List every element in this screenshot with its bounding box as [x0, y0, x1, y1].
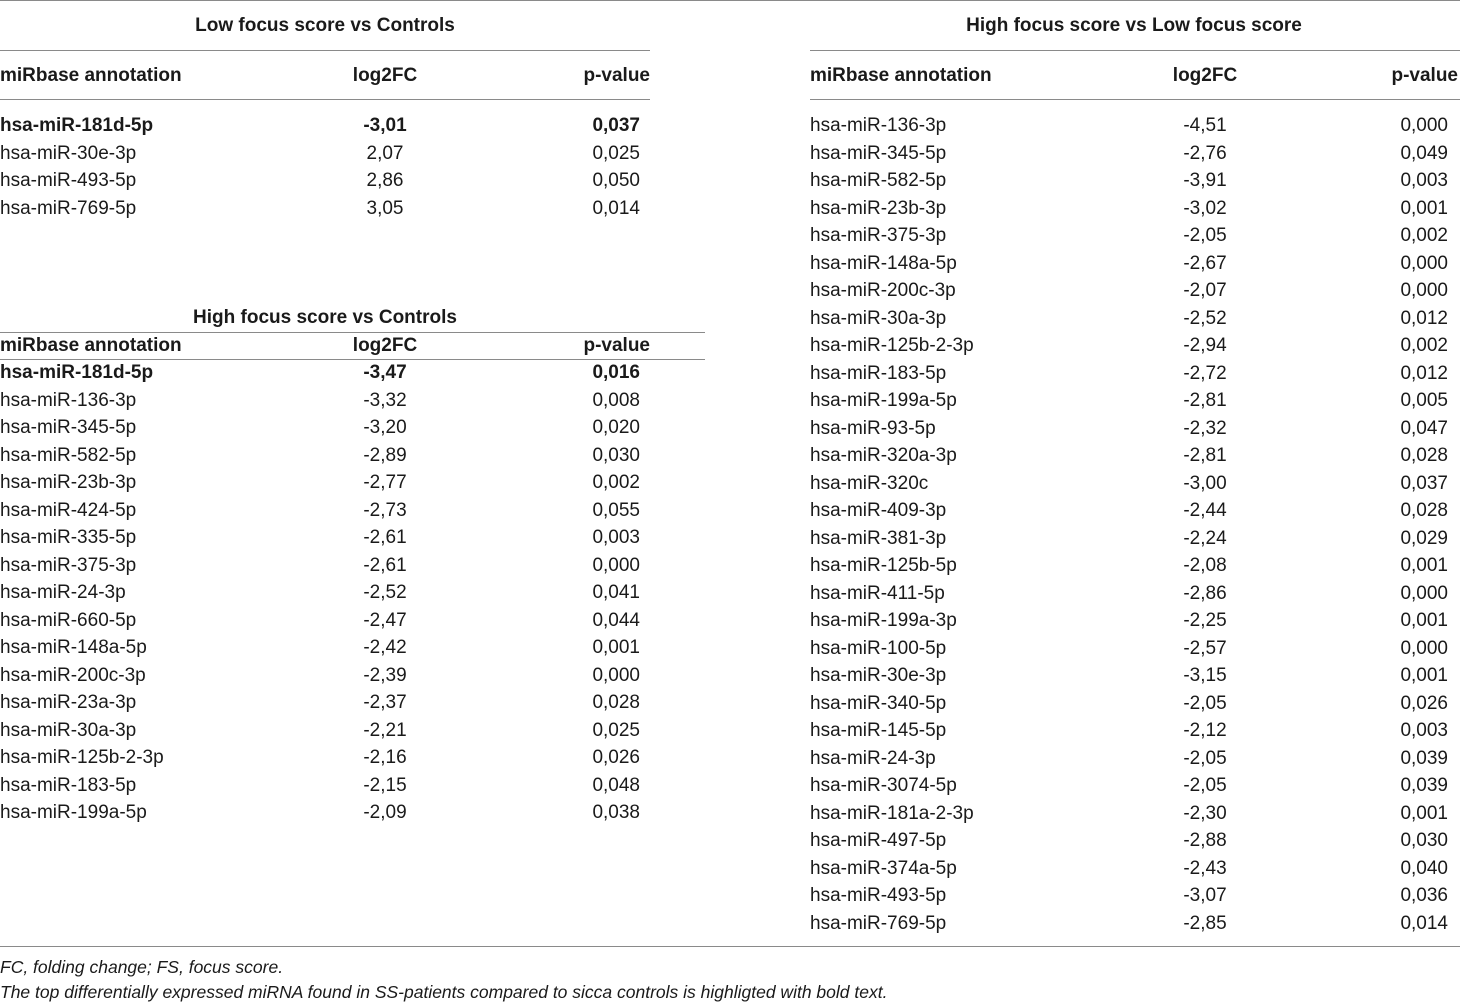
p-value: 0,047 — [1400, 417, 1448, 439]
p-value: 0,050 — [592, 170, 640, 191]
p-value: 0,012 — [1400, 362, 1448, 384]
mirna-name: hsa-miR-30e-3p — [810, 665, 947, 686]
table-row — [810, 829, 1448, 857]
col-header-annotation: miRbase annotation — [0, 335, 182, 356]
p-value: 0,003 — [1400, 720, 1448, 741]
log2fc-value: -4,51 — [1183, 115, 1227, 136]
table-title-low-vs-controls: Low focus score vs Controls — [195, 15, 455, 36]
p-value: 0,001 — [1400, 610, 1448, 631]
table-row — [0, 526, 640, 554]
p-value: 0,000 — [1400, 582, 1448, 604]
mirna-name: hsa-miR-660-5p — [0, 609, 137, 631]
mirna-name: hsa-miR-145-5p — [810, 720, 947, 741]
log2fc-value: -3,01 — [363, 115, 407, 136]
table2-body — [0, 361, 640, 829]
mirna-name: hsa-miR-30a-3p — [810, 307, 947, 329]
table-row — [810, 912, 1448, 940]
p-value: 0,025 — [592, 719, 640, 741]
mirna-name: hsa-miR-30e-3p — [0, 142, 137, 164]
log2fc-value: -3,91 — [1183, 170, 1227, 191]
table-row — [0, 664, 640, 692]
log2fc-value: -3,02 — [1183, 197, 1227, 219]
log2fc-value: -2,09 — [363, 802, 407, 823]
mirna-name: hsa-miR-493-5p — [810, 885, 947, 906]
mirna-name: hsa-miR-375-3p — [0, 554, 137, 576]
table-row — [810, 169, 1448, 197]
col-header-log2fc: log2FC — [1172, 65, 1238, 86]
table-row — [810, 747, 1448, 775]
table-row — [810, 582, 1448, 610]
table-row — [0, 636, 640, 664]
log2fc-value: -3,47 — [363, 362, 407, 383]
log2fc-value: -2,86 — [1183, 582, 1227, 604]
footnote-bold-explanation: The top differentially expressed miRNA found in SS-patients compared to sicca controls is highligted with bold text. — [0, 982, 888, 1002]
table3-header-rule — [810, 99, 1460, 100]
log2fc-value: -2,37 — [363, 692, 407, 713]
table-title-high-vs-controls: High focus score vs Controls — [193, 307, 457, 328]
table2-header-rule — [0, 359, 705, 360]
log2fc-value: -2,21 — [363, 719, 407, 741]
top-rule — [0, 0, 1460, 1]
p-value: 0,026 — [1400, 692, 1448, 714]
p-value: 0,001 — [592, 637, 640, 658]
p-value: 0,030 — [1400, 830, 1448, 851]
p-value: 0,030 — [592, 444, 640, 466]
table-row — [810, 857, 1448, 885]
table-row — [0, 691, 640, 719]
log2fc-value: -2,72 — [1183, 362, 1227, 384]
log2fc-value: -2,05 — [1183, 747, 1227, 769]
p-value: 0,029 — [1400, 527, 1448, 549]
p-value: 0,002 — [592, 472, 640, 493]
log2fc-value: -2,39 — [363, 664, 407, 686]
table-row — [810, 499, 1448, 527]
table-row — [810, 362, 1448, 390]
log2fc-value: -3,20 — [363, 417, 407, 438]
mirna-name: hsa-miR-183-5p — [810, 362, 947, 384]
log2fc-value: -2,61 — [363, 554, 407, 576]
table-row — [810, 802, 1448, 830]
table-row — [810, 527, 1448, 555]
mirna-name: hsa-miR-409-3p — [810, 500, 947, 521]
p-value: 0,002 — [1400, 335, 1448, 356]
table2-header — [0, 334, 650, 360]
p-value: 0,001 — [1400, 802, 1448, 824]
col-header-pvalue: p-value — [583, 65, 650, 86]
p-value: 0,040 — [1400, 857, 1448, 879]
log2fc-value: -2,94 — [1183, 335, 1227, 356]
p-value: 0,014 — [1400, 912, 1448, 934]
log2fc-value: -2,61 — [363, 527, 407, 548]
mirna-name: hsa-miR-125b-2-3p — [810, 335, 974, 356]
table-row — [810, 774, 1448, 802]
table-row — [810, 197, 1448, 225]
log2fc-value: -2,76 — [1183, 142, 1227, 164]
log2fc-value: -2,24 — [1183, 527, 1227, 549]
table-title-high-vs-low: High focus score vs Low focus score — [966, 15, 1302, 36]
table-row — [0, 361, 640, 389]
table-row — [0, 774, 640, 802]
col-header-pvalue: p-value — [1391, 65, 1458, 86]
log2fc-value: -2,05 — [1183, 775, 1227, 796]
p-value: 0,044 — [592, 609, 640, 631]
log2fc-value: -2,16 — [363, 747, 407, 768]
log2fc-value: -2,44 — [1183, 500, 1227, 521]
mirna-name: hsa-miR-199a-5p — [810, 390, 957, 411]
p-value: 0,005 — [1400, 390, 1448, 411]
table-row — [0, 114, 640, 142]
p-value: 0,025 — [592, 142, 640, 164]
table-row — [0, 801, 640, 829]
p-value: 0,000 — [1400, 280, 1448, 301]
p-value: 0,039 — [1400, 775, 1448, 796]
mirna-name: hsa-miR-320a-3p — [810, 445, 957, 466]
p-value: 0,041 — [592, 582, 640, 603]
col-header-log2fc: log2FC — [352, 335, 418, 356]
mirna-name: hsa-miR-23a-3p — [0, 692, 137, 713]
col-header-log2fc: log2FC — [352, 65, 418, 86]
p-value: 0,002 — [1400, 225, 1448, 246]
table-row — [0, 444, 640, 472]
mirna-name: hsa-miR-582-5p — [810, 170, 947, 191]
table-row — [0, 416, 640, 444]
p-value: 0,036 — [1400, 885, 1448, 906]
log2fc-value: -2,47 — [363, 609, 407, 631]
log2fc-value: 3,05 — [366, 197, 404, 219]
table-row — [810, 609, 1448, 637]
log2fc-value: -2,52 — [1183, 307, 1227, 329]
mirna-name: hsa-miR-181d-5p — [0, 115, 154, 136]
table-row — [810, 692, 1448, 720]
mirna-name: hsa-miR-199a-3p — [810, 610, 957, 631]
p-value: 0,028 — [1400, 500, 1448, 521]
mirna-name: hsa-miR-335-5p — [0, 527, 137, 548]
log2fc-value: -2,05 — [1183, 225, 1227, 246]
mirna-name: hsa-miR-23b-3p — [0, 472, 137, 493]
p-value: 0,000 — [1400, 252, 1448, 274]
log2fc-value: -2,52 — [363, 582, 407, 603]
log2fc-value: -2,43 — [1183, 857, 1227, 879]
log2fc-value: -2,15 — [363, 774, 407, 796]
mirna-name: hsa-miR-424-5p — [0, 499, 137, 521]
p-value: 0,016 — [592, 362, 640, 383]
mirna-name: hsa-miR-769-5p — [0, 197, 137, 219]
table-row — [810, 252, 1448, 280]
p-value: 0,037 — [1400, 472, 1448, 494]
p-value: 0,003 — [592, 527, 640, 548]
log2fc-value: -2,88 — [1183, 830, 1227, 851]
table-row — [810, 224, 1448, 252]
log2fc-value: -2,85 — [1183, 912, 1227, 934]
mirna-name: hsa-miR-200c-3p — [0, 664, 146, 686]
table-row — [810, 417, 1448, 445]
log2fc-value: -3,07 — [1183, 885, 1227, 906]
table-row — [0, 609, 640, 637]
table1-body — [0, 114, 640, 224]
log2fc-value: -3,32 — [363, 389, 407, 411]
p-value: 0,048 — [592, 774, 640, 796]
col-header-annotation: miRbase annotation — [0, 65, 182, 86]
log2fc-value: 2,86 — [366, 170, 404, 191]
p-value: 0,049 — [1400, 142, 1448, 164]
table-row — [810, 114, 1448, 142]
p-value: 0,008 — [592, 389, 640, 411]
mirna-name: hsa-miR-200c-3p — [810, 280, 956, 301]
mirna-name: hsa-miR-375-3p — [810, 225, 947, 246]
p-value: 0,000 — [1400, 637, 1448, 659]
mirna-name: hsa-miR-497-5p — [810, 830, 947, 851]
table3-body — [810, 114, 1448, 939]
table-row — [810, 444, 1448, 472]
mirna-name: hsa-miR-183-5p — [0, 774, 137, 796]
log2fc-value: -2,89 — [363, 444, 407, 466]
table-row — [0, 389, 640, 417]
p-value: 0,028 — [592, 692, 640, 713]
table-row — [810, 664, 1448, 692]
p-value: 0,037 — [592, 115, 640, 136]
log2fc-value: -2,08 — [1183, 555, 1227, 576]
p-value: 0,038 — [592, 802, 640, 823]
col-header-pvalue: p-value — [583, 335, 650, 356]
table-row — [0, 499, 640, 527]
table1-title-rule — [0, 50, 650, 51]
mirna-name: hsa-miR-136-3p — [810, 115, 947, 136]
mirna-name: hsa-miR-148a-5p — [0, 637, 147, 658]
mirna-name: hsa-miR-30a-3p — [0, 719, 137, 741]
p-value: 0,026 — [592, 747, 640, 768]
table-row — [0, 471, 640, 499]
table-row — [0, 581, 640, 609]
table-row — [810, 142, 1448, 170]
table1-header-rule — [0, 99, 650, 100]
mirna-name: hsa-miR-93-5p — [810, 417, 936, 439]
footnote-abbreviations: FC, folding change; FS, focus score. — [0, 957, 284, 977]
mirna-name: hsa-miR-125b-2-3p — [0, 747, 164, 768]
log2fc-value: -2,67 — [1183, 252, 1227, 274]
mirna-name: hsa-miR-769-5p — [810, 912, 947, 934]
log2fc-value: -2,57 — [1183, 637, 1227, 659]
p-value: 0,014 — [592, 197, 640, 219]
log2fc-value: 2,07 — [366, 142, 404, 164]
log2fc-value: -3,00 — [1183, 472, 1227, 494]
p-value: 0,055 — [592, 499, 640, 521]
p-value: 0,001 — [1400, 555, 1448, 576]
table-row — [810, 472, 1448, 500]
log2fc-value: -2,05 — [1183, 692, 1227, 714]
table-row — [810, 389, 1448, 417]
mirna-name: hsa-miR-340-5p — [810, 692, 947, 714]
mirna-name: hsa-miR-345-5p — [0, 417, 137, 438]
mirna-name: hsa-miR-3074-5p — [810, 775, 957, 796]
mirna-name: hsa-miR-181d-5p — [0, 362, 154, 383]
p-value: 0,000 — [1400, 115, 1448, 136]
p-value: 0,001 — [1400, 197, 1448, 219]
mirna-name: hsa-miR-181a-2-3p — [810, 802, 974, 824]
table1-header — [0, 64, 650, 90]
log2fc-value: -2,07 — [1183, 280, 1227, 301]
log2fc-value: -2,32 — [1183, 417, 1227, 439]
p-value: 0,012 — [1400, 307, 1448, 329]
log2fc-value: -2,81 — [1183, 390, 1227, 411]
p-value: 0,001 — [1400, 665, 1448, 686]
mirna-name: hsa-miR-24-3p — [0, 582, 126, 603]
bottom-rule — [0, 946, 1460, 947]
log2fc-value: -2,73 — [363, 499, 407, 521]
log2fc-value: -2,42 — [363, 637, 407, 658]
mirna-name: hsa-miR-493-5p — [0, 170, 137, 191]
table3-header — [810, 64, 1458, 90]
log2fc-value: -2,81 — [1183, 445, 1227, 466]
log2fc-value: -2,77 — [363, 472, 407, 493]
p-value: 0,028 — [1400, 445, 1448, 466]
table-row — [810, 279, 1448, 307]
col-header-annotation: miRbase annotation — [810, 65, 992, 86]
mirna-name: hsa-miR-148a-5p — [810, 252, 957, 274]
mirna-name: hsa-miR-24-3p — [810, 747, 936, 769]
table-row — [810, 637, 1448, 665]
p-value: 0,039 — [1400, 747, 1448, 769]
table-row — [0, 142, 640, 170]
mirna-name: hsa-miR-199a-5p — [0, 802, 147, 823]
table3-title-rule — [810, 50, 1460, 51]
mirna-name: hsa-miR-411-5p — [810, 582, 945, 604]
table-row — [0, 197, 640, 225]
log2fc-value: -2,12 — [1183, 720, 1227, 741]
mirna-name: hsa-miR-100-5p — [810, 637, 947, 659]
mirna-name: hsa-miR-136-3p — [0, 389, 137, 411]
table-row — [810, 884, 1448, 912]
p-value: 0,003 — [1400, 170, 1448, 191]
mirna-name: hsa-miR-381-3p — [810, 527, 947, 549]
log2fc-value: -3,15 — [1183, 665, 1227, 686]
table-row — [0, 746, 640, 774]
table2-title-rule — [0, 332, 705, 333]
mirna-name: hsa-miR-23b-3p — [810, 197, 947, 219]
mirna-name: hsa-miR-374a-5p — [810, 857, 957, 879]
table-row — [0, 554, 640, 582]
table-row — [810, 307, 1448, 335]
p-value: 0,000 — [592, 554, 640, 576]
table-row — [810, 554, 1448, 582]
p-value: 0,000 — [592, 664, 640, 686]
mirna-name: hsa-miR-582-5p — [0, 444, 137, 466]
table-row — [810, 719, 1448, 747]
p-value: 0,020 — [592, 417, 640, 438]
mirna-name: hsa-miR-320c — [810, 472, 929, 494]
table-row — [0, 719, 640, 747]
table-row — [0, 169, 640, 197]
log2fc-value: -2,25 — [1183, 610, 1227, 631]
mirna-name: hsa-miR-345-5p — [810, 142, 947, 164]
mirna-name: hsa-miR-125b-5p — [810, 555, 957, 576]
table-row — [810, 334, 1448, 362]
log2fc-value: -2,30 — [1183, 802, 1227, 824]
